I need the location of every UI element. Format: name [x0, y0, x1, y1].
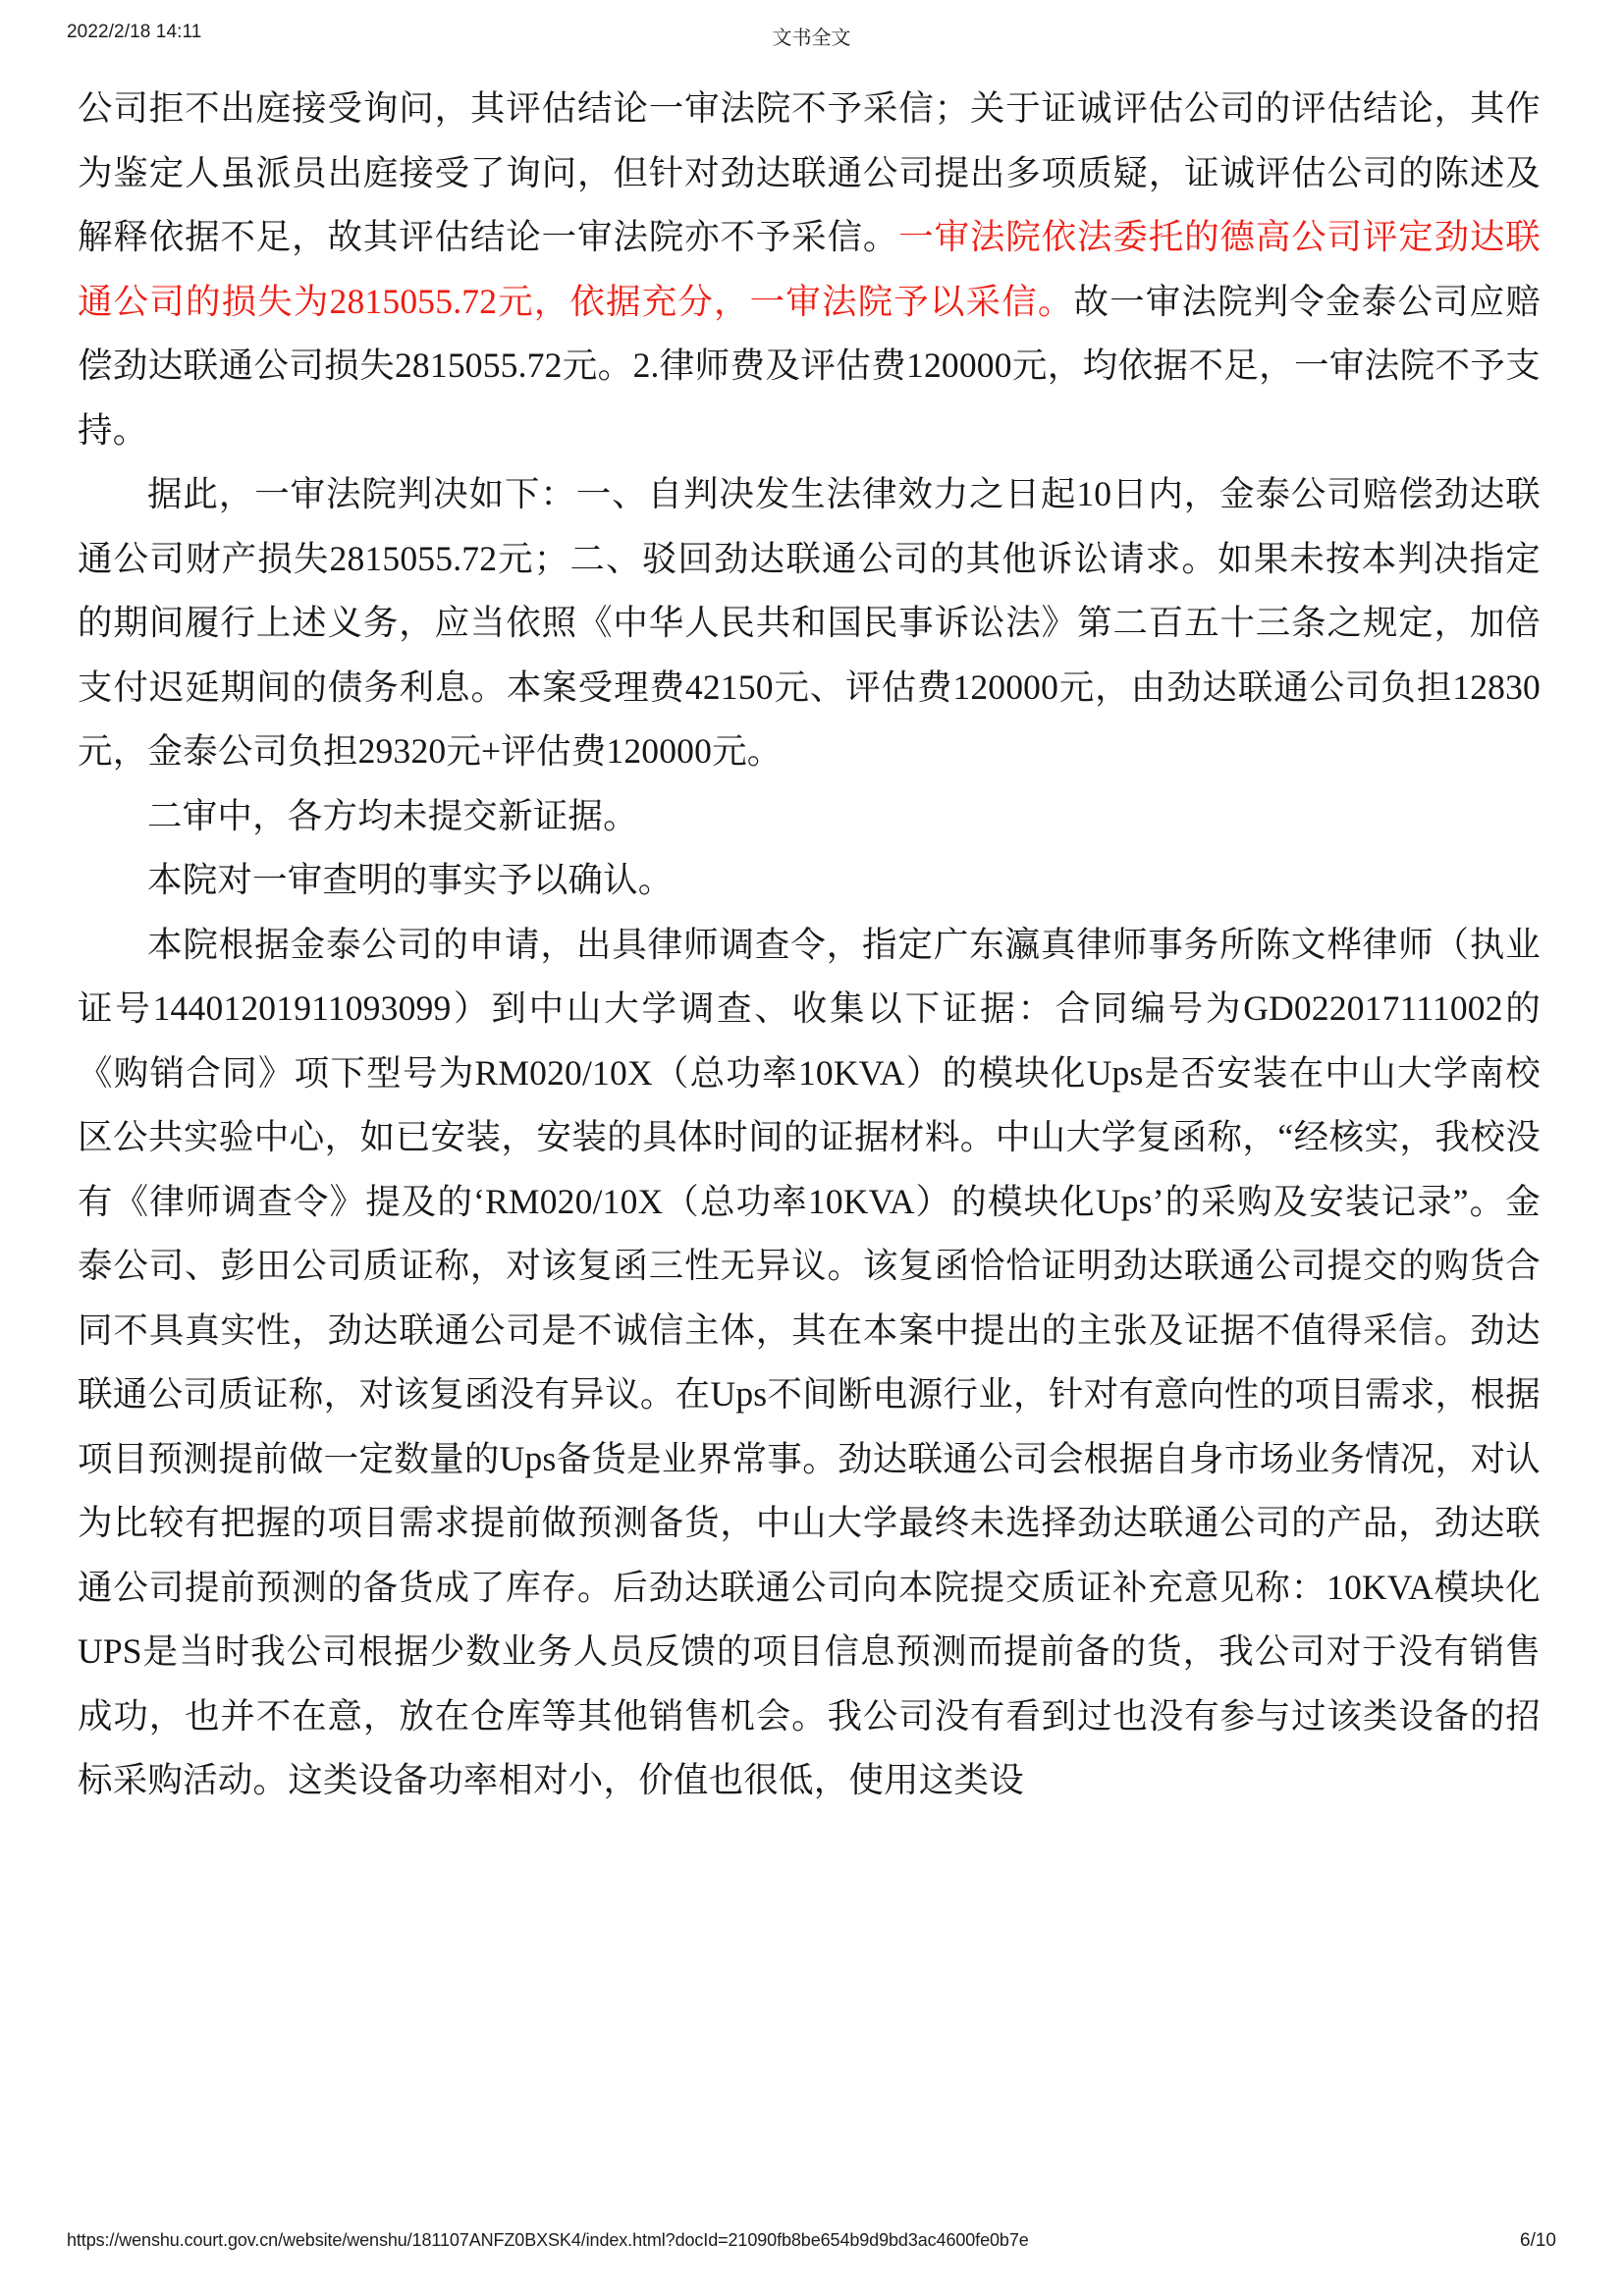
paragraph-first-instance-ruling: 据此，一审法院判决如下：一、自判决发生法律效力之日起10日内，金泰公司赔偿劲达联通公司财产损失2815055.72元；二、驳回劲达联通公司的其他诉讼请求。如果未按本判决指定的期间履行上述义务，应当依照《中华人民共和国民事诉讼法》第二百五十三条之规定，加倍支付迟延期间的债务利息。本案受理费42150元、评估费120000元，由劲达联通公司负担12830元，金泰公司负担29320元+评估费120000元。 — [78, 474, 1541, 771]
paragraph-text-segment: 故一审法院判令金泰公司应赔偿劲达联通公司损失2815055.72元。2.律师费及评估费120000元，均依据不足，一审法院不予支持。 — [78, 281, 1541, 450]
highlighted-text-segment: 一审法院依法委托的德高公司评定劲达联通公司的损失为2815055.72元，依据充分，一审法院予以采信。 — [78, 217, 1541, 321]
print-page-title: 文书全文 — [772, 27, 851, 49]
paragraph-lawyer-investigation-order: 本院根据金泰公司的申请，出具律师调查令，指定广东瀛真律师事务所陈文桦律师（执业证号14401201911093099）到中山大学调查、收集以下证据：合同编号为GD022017111002的《购销合同》项下型号为RM020/10X（总功率10KVA）的模块化Ups是否安装在中山大学南校区公共实验中心，如已安装，安装的具体时间的证据材料。中山大学复函称，“经核实，我校没有《律师调查令》提及的‘RM020/10X（总功率10KVA）的模块化Ups’的采购及安装记录”。金泰公司、彭田公司质证称，对该复函三性无异议。该复函恰恰证明劲达联通公司提交的购货合同不具真实性，劲达联通公司是不诚信主体，其在本案中提出的主张及证据不值得采信。劲达联通公司质证称，对该复函没有异议。在Ups不间断电源行业，针对有意向性的项目需求，根据项目预测提前做一定数量的Ups备货是业界常事。劲达联通公司会根据自身市场业务情况，对认为比较有把握的项目需求提前做预测备货，中山大学最终未选择劲达联通公司的产品，劲达联通公司提前预测的备货成了库存。后劲达联通公司向本院提交质证补充意见称：10KVA模块化UPS是当时我公司根据少数业务人员反馈的项目信息预测而提前备的货，我公司对于没有销售成功，也并不在意，放在仓库等其他销售机会。我公司没有看到过也没有参与过该类设备的招标采购活动。这类设备功率相对小，价值也很低，使用这类设 — [78, 924, 1541, 1799]
print-timestamp: 2022/2/18 14:11 — [67, 22, 202, 42]
paragraph-no-new-evidence: 二审中，各方均未提交新证据。 — [147, 795, 638, 835]
print-header — [0, 22, 1623, 51]
page-number: 6/10 — [1520, 2230, 1556, 2251]
document-body — [78, 77, 1541, 1813]
paragraph-facts-confirmed: 本院对一审查明的事实予以确认。 — [147, 860, 674, 899]
paragraph-text-segment: 公司拒不出庭接受询问，其评估结论一审法院不予采信；关于证诚评估公司的评估结论，其作为鉴定人虽派员出庭接受了询问，但针对劲达联通公司提出多项质疑，证诚评估公司的陈述及解释依据不足，故其评估结论一审法院亦不予采信。 — [78, 88, 1541, 256]
paragraph-judgment-evaluation — [78, 77, 1541, 462]
print-footer — [0, 2230, 1623, 2260]
source-url: https://wenshu.court.gov.cn/website/wenshu/181107ANFZ0BXSK4/index.html?docId=21090fb8be654b9d9bd3ac4600fe0b7e — [67, 2230, 1029, 2250]
